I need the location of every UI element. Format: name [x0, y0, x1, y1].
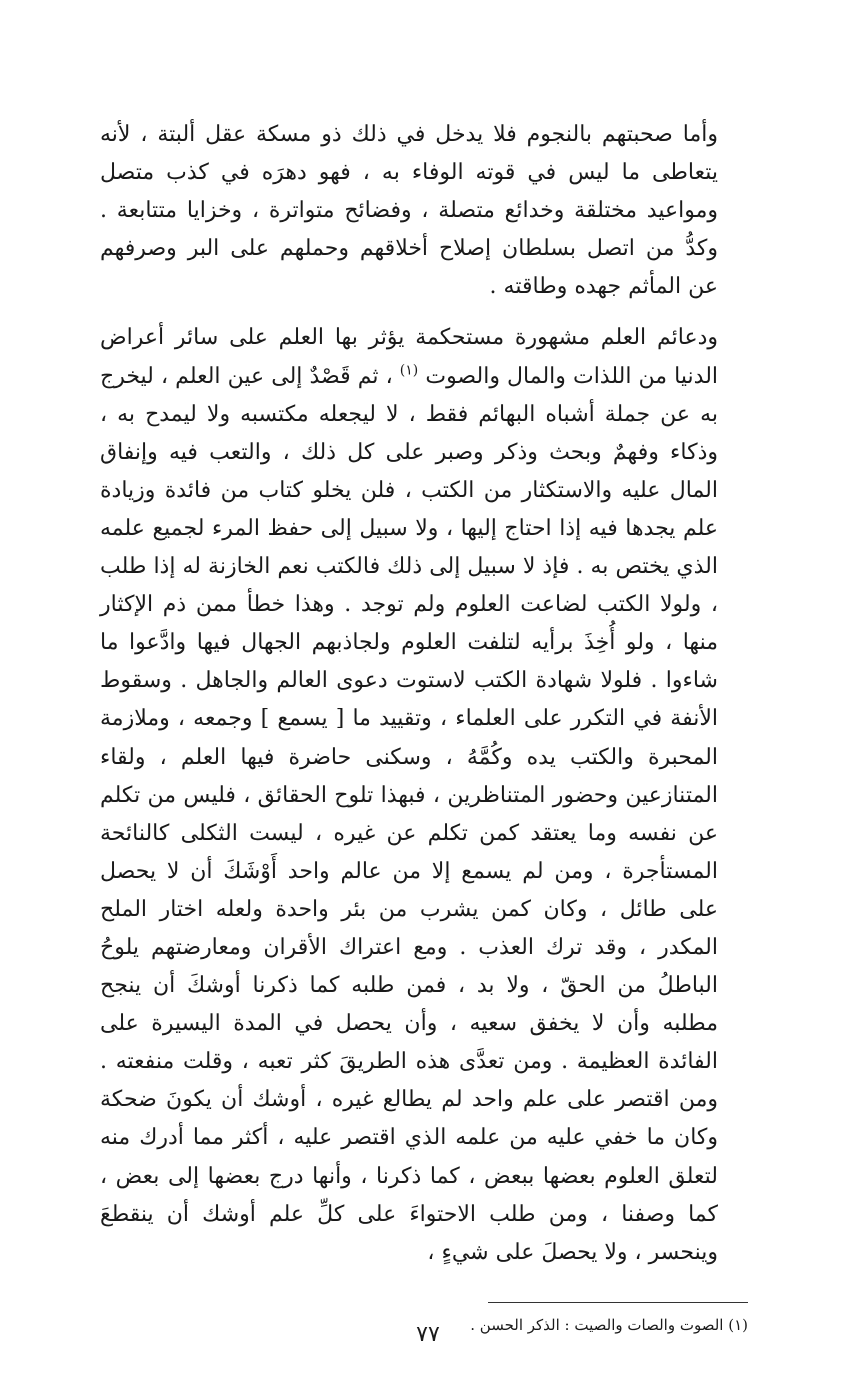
main-text [100, 116, 748, 1272]
footnote-1: (١) الصوت والصات والصيت : الذكر الحسن . [470, 1316, 748, 1334]
page-number: ٧٧ [416, 1322, 440, 1347]
paragraph-2-start: ودعائم العلم مشهورة مستحكمة يؤثر بها العلم على سائر أعراض الدنيا من اللذات والمال والصوت [100, 325, 719, 389]
paragraph-2 [100, 319, 748, 1271]
paragraph-1: وأما صحبتهم بالنجوم فلا يدخل في ذلك ذو مسكة عقل ألبتة ، لأنه يتعاطى ما ليس في قوته الوفاء به ، فهو دهرَه في كذب متصل ومواعيد مختلقة وخدائع متصلة ، وفضائح متواترة ، وخزايا متتابعة . وكدُّ من اتصل بسلطان إصلاح أخلاقهم وحملهم على البر وصرفهم عن المأثم جهده وطاقته . [100, 122, 718, 300]
footnote-divider [488, 1302, 748, 1303]
paragraph-2-rest: ، ثم قَصْدٌ إلى عين العلم ، ليخرج به عن جملة أشباه البهائم فقط ، لا ليجعله مكتسبه ولا ليمدح به ، وذكاء وفهمٌ وبحث وذكر وصبر على كل ذلك ، والتعب فيه وإنفاق المال عليه والاستكثار من الكتب ، فلن يخلو كتاب من فائدة وزيادة علم يجدها فيه إذا احتاج إليها ، ولا سبيل إلى حفظ المرء لجميع علمه الذي يختص به . فإذ لا سبيل إلى ذلك فالكتب نعم الخازنة له إذا طلب ، ولولا الكتب لضاعت العلوم ولم توجد . وهذا خطأ ممن ذم الإكثار منها ، ولو أُخِذَ برأيه لتلفت العلوم ولجاذبهم الجهال فيها وادَّعوا ما شاءوا . فلولا شهادة الكتب لاستوت دعوى العالم والجاهل . وسقوط الأنفة في التكرر على العلماء ، وتقييد ما [ يسمع ] وجمعه ، وملازمة المحبرة والكتب يده وكُمَّهُ ، وسكنى حاضرة فيها العلم ، ولقاء المتنازعين وحضور المتناظرين ، فبهذا تلوح الحقائق ، فليس من تكلم عن نفسه وما يعتقد كمن تكلم عن غيره ، ليست الثكلى كالنائحة المستأجرة ، ومن لم يسمع إلا من عالم واحد أَوْشَكَ أن لا يحصل على طائل ، وكان كمن يشرب من بئر واحدة ولعله اختار الملح المكدر ، وقد ترك العذب . ومع اعتراك الأقران ومعارضتهم يلوحُ الباطلُ من الحقّ ، ولا بد ، فمن طلبه كما ذكرنا أوشكَ أن ينجح مطلبه وأن لا يخفق سعيه ، وأن يحصل في المدة اليسيرة على الفائدة العظيمة . ومن تعدَّى هذه الطريقَ كثر تعبه ، وقلت منفعته . ومن اقتصر على علم واحد لم يطالع غيره ، أوشك أن يكونَ ضحكة وكان ما خفي عليه من علمه الذي اقتصر عليه ، أكثر مما أدرك منه لتعلق العلوم بعضها ببعض ، كما ذكرنا ، وأنها درج بعضها إلى بعض ، كما وصفنا ، ومن طلب الاحتواءَ على كلِّ علم أوشك أن ينقطعَ وينحسر ، ولا يحصلَ على شيءٍ ، [100, 363, 719, 1265]
footnote-reference: (١) [399, 362, 419, 379]
